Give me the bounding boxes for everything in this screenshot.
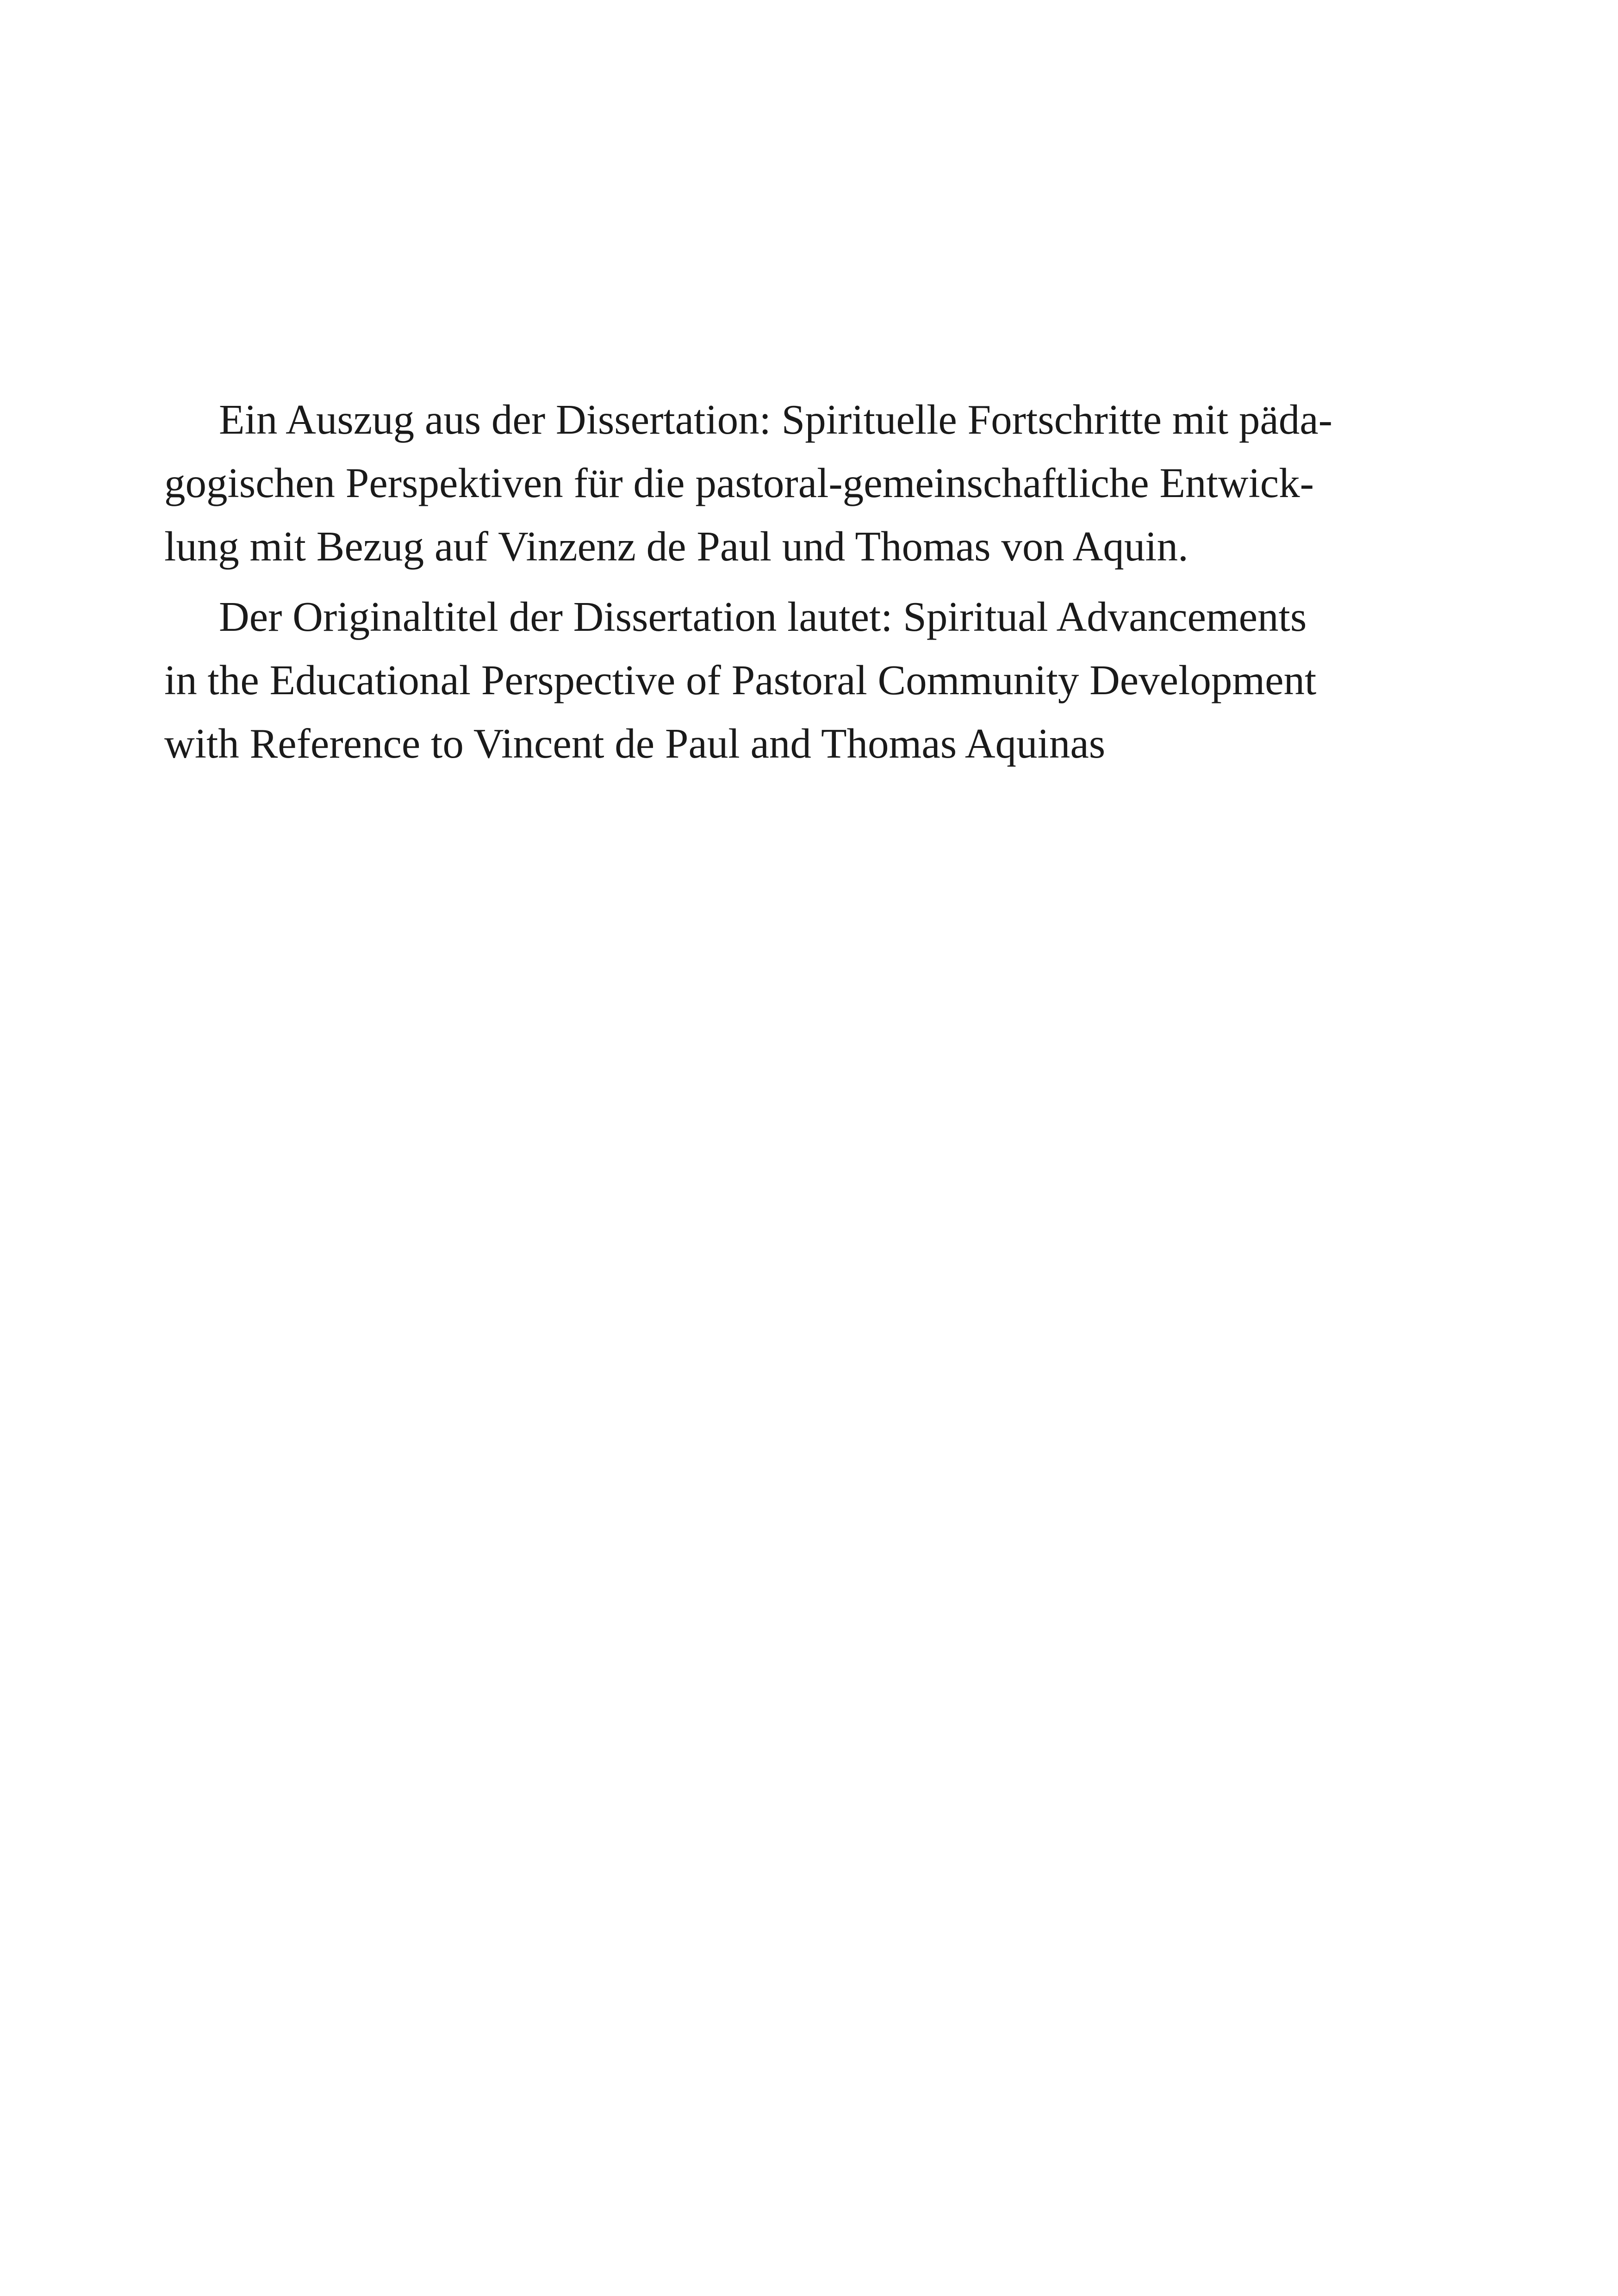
text-line: Ein Auszug aus der Dissertation: Spirituelle Fortschritte mit päda- [219, 396, 1332, 443]
body-text [164, 388, 1442, 775]
text-line: gogischen Perspektiven für die pastoral-gemeinschaftliche Entwick- [164, 460, 1314, 506]
paragraph-original-title [164, 585, 1442, 775]
text-line: with Reference to Vincent de Paul and Thomas Aquinas [164, 720, 1106, 767]
text-line: Der Originaltitel der Dissertation lautet: Spiritual Advancements [219, 593, 1307, 640]
text-line: in the Educational Perspective of Pastoral Community Development [164, 657, 1317, 703]
text-line: lung mit Bezug auf Vinzenz de Paul und Thomas von Aquin. [164, 523, 1189, 570]
paragraph-dissertation-excerpt [164, 388, 1442, 578]
